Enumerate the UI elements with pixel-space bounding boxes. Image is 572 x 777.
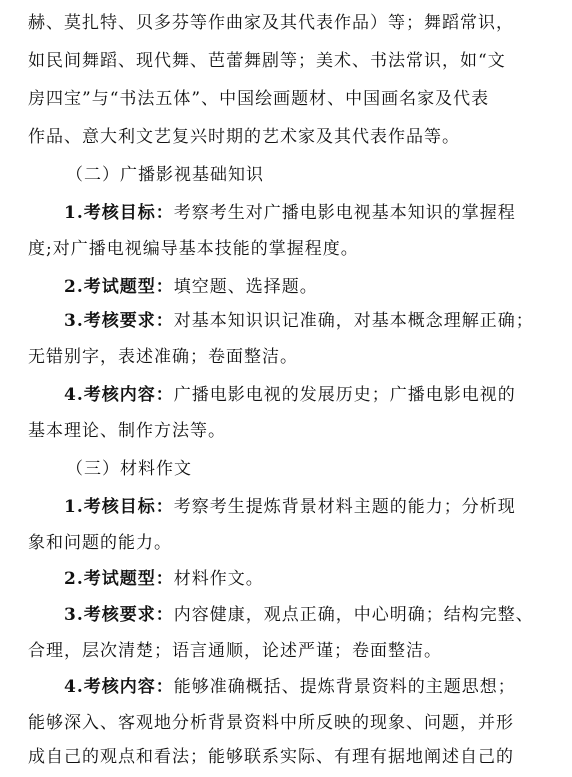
paragraph-line [0, 270, 572, 304]
item-label: 2.考试题型： [64, 277, 174, 297]
item-text: 考察考生提炼背景材料主题的能力；分析现 [173, 497, 516, 517]
section-heading: （二）广播影视基础知识 [66, 165, 264, 185]
paragraph-line [0, 378, 572, 412]
paragraph-line [0, 562, 572, 596]
text-line: 房四宝”与“书法五体”、中国绘画题材、中国画名家及代表 [28, 89, 490, 109]
text-line: 无错别字，表述准确；卷面整洁。 [28, 347, 298, 367]
text-line: 赫、莫扎特、贝多芬等作曲家及其代表作品）等；舞蹈常识， [28, 13, 514, 33]
item-text: 广播电影电视的发展历史；广播电影电视的 [173, 385, 516, 405]
paragraph-line [0, 598, 572, 632]
text-line: 合理，层次清楚；语言通顺，论述严谨；卷面整洁。 [28, 641, 442, 661]
item-text: 能够准确概括、提炼背景资料的主题思想； [173, 677, 516, 697]
item-label: 4.考核内容： [64, 677, 174, 697]
paragraph-line [0, 196, 572, 230]
item-label: 3.考核要求： [64, 605, 174, 625]
text-line: 基本理论、制作方法等。 [28, 421, 226, 441]
item-text: 对基本知识识记准确，对基本概念理解正确； [173, 311, 534, 331]
section-heading: （三）材料作文 [66, 459, 192, 479]
paragraph-line [0, 304, 572, 338]
item-label: 2.考试题型： [64, 569, 174, 589]
item-label: 3.考核要求： [64, 311, 174, 331]
item-text: 材料作文。 [173, 569, 264, 589]
item-label: 1.考核目标： [64, 497, 174, 517]
item-label: 4.考核内容： [64, 385, 174, 405]
item-text: 填空题、选择题。 [173, 277, 318, 297]
paragraph-line [0, 490, 572, 524]
text-line: 作品、意大利文艺复兴时期的艺术家及其代表作品等。 [28, 127, 460, 147]
text-line: 成自己的观点和看法；能够联系实际、有理有据地阐述自己的 [28, 747, 514, 767]
item-text: 考察考生对广播电影电视基本知识的掌握程 [173, 203, 516, 223]
item-label: 1.考核目标： [64, 203, 174, 223]
text-line: 度;对广播电视编导基本技能的掌握程度。 [28, 239, 359, 259]
text-line: 能够深入、客观地分析背景资料中所反映的现象、问题，并形 [28, 713, 514, 733]
item-text: 内容健康，观点正确，中心明确；结构完整、 [173, 605, 534, 625]
text-line: 如民间舞蹈、现代舞、芭蕾舞剧等；美术、书法常识，如“文 [28, 51, 506, 71]
paragraph-line [0, 670, 572, 704]
text-line: 象和问题的能力。 [28, 533, 172, 553]
